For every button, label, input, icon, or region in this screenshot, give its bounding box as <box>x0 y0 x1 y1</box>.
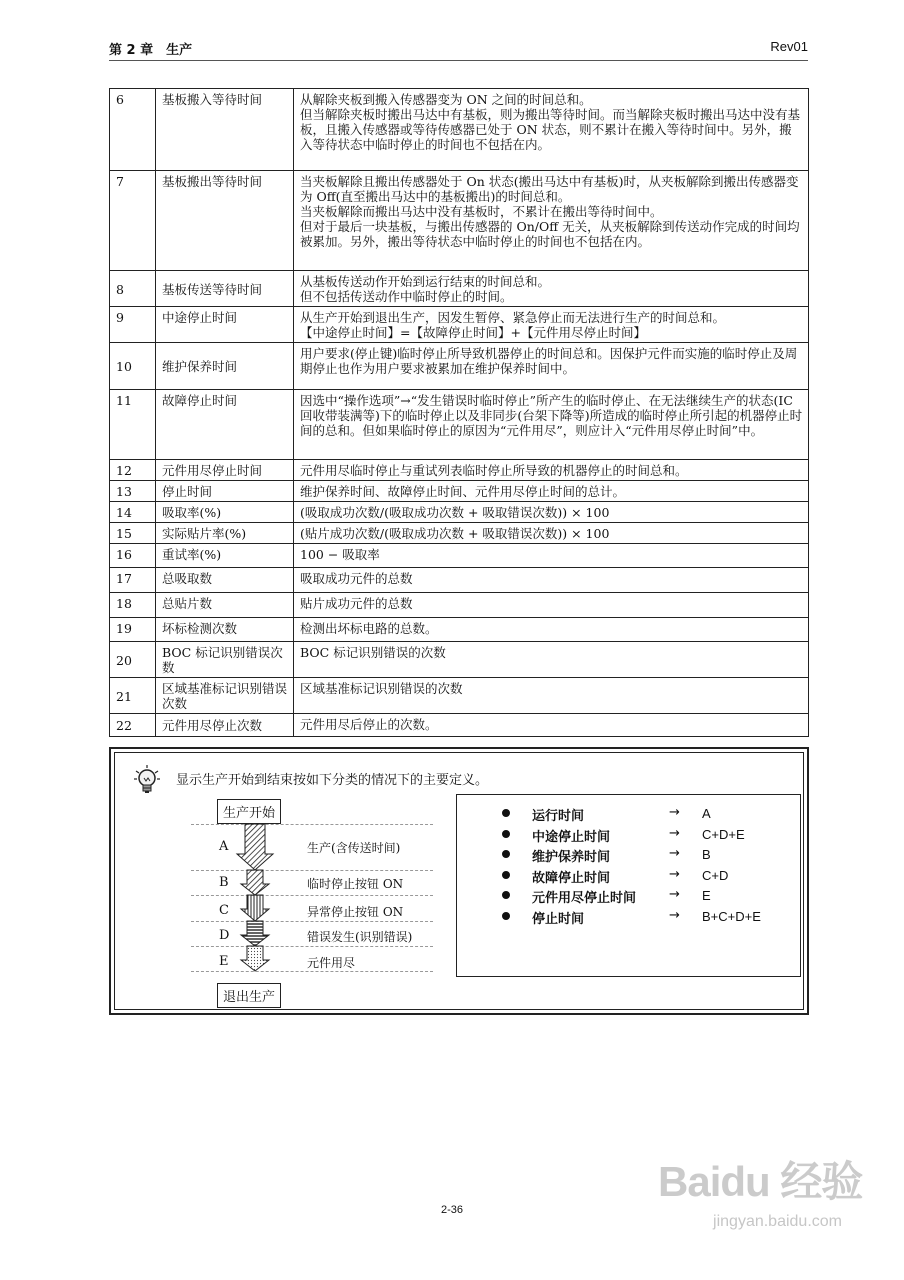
metric-name: BOC 标记识别错误次数 <box>156 642 294 678</box>
segment-d-letter: D <box>219 928 230 943</box>
description-paragraph: 用户要求(停止键)临时停止所导致机器停止的时间总和。因保护元件而实施的临时停止及周期停止也作为用户要求被累加在维护保养时间中。 <box>300 346 798 376</box>
row-number: 18 <box>110 593 156 618</box>
segment-b-label: 临时停止按钮 ON <box>307 877 404 891</box>
lightbulb-icon <box>134 765 160 795</box>
metric-description <box>294 343 809 390</box>
legend-row <box>457 826 800 846</box>
metric-name: 总吸取数 <box>156 568 294 593</box>
flow-divider <box>191 870 433 871</box>
exit-production-label: 退出生产 <box>217 983 281 1008</box>
bullet-icon <box>502 809 510 817</box>
legend-label: 中途停止时间 <box>532 830 611 845</box>
flow-divider <box>191 895 433 896</box>
row-number: 15 <box>110 523 156 544</box>
row-number: 14 <box>110 502 156 523</box>
description-paragraph: BOC 标记识别错误的次数 <box>300 645 446 660</box>
segment-d-arrow-icon <box>241 921 269 946</box>
table-row <box>110 593 809 618</box>
metric-name: 区域基准标记识别错误次数 <box>156 678 294 714</box>
description-paragraph: 当夹板解除且搬出传感器处于 On 状态(搬出马达中有基板)时，从夹板解除到搬出传感器变为 Off(直至搬出马达中的基板搬出)的时间总和。 <box>300 174 799 204</box>
row-number: 13 <box>110 481 156 502</box>
row-number: 17 <box>110 568 156 593</box>
legend-row <box>457 887 800 907</box>
metric-name: 总贴片数 <box>156 593 294 618</box>
description-paragraph: (吸取成功次数/(吸取成功次数 + 吸取错误次数)) × 100 <box>300 505 610 520</box>
description-paragraph: 从基板传送动作开始到运行结束的时间总和。 <box>300 274 551 289</box>
bullet-icon <box>502 850 510 858</box>
metric-name: 中途停止时间 <box>156 307 294 343</box>
legend-value: B <box>702 847 711 862</box>
description-paragraph: 当夹板解除而搬出马达中没有基板时，不累计在搬出等待时间中。 <box>300 204 663 219</box>
legend-row <box>457 908 800 928</box>
bullet-icon <box>502 912 510 920</box>
description-paragraph: 元件用尽临时停止与重试列表临时停止所导致的机器停止的时间总和。 <box>300 463 688 478</box>
table-row <box>110 390 809 460</box>
metric-name: 维护保养时间 <box>156 343 294 390</box>
baidu-watermark <box>658 1145 863 1240</box>
table-row <box>110 460 809 481</box>
table-row <box>110 343 809 390</box>
row-number: 9 <box>110 307 156 343</box>
watermark-url: jingyan.baidu.com <box>713 1213 842 1230</box>
table-row <box>110 271 809 307</box>
row-number: 12 <box>110 460 156 481</box>
metric-description <box>294 618 809 642</box>
description-paragraph: 从解除夹板到搬入传感器变为 ON 之间的时间总和。 <box>300 92 592 107</box>
row-number: 19 <box>110 618 156 642</box>
row-number: 6 <box>110 89 156 171</box>
legend-row <box>457 867 800 887</box>
segment-a-label: 生产(含传送时间) <box>307 841 401 855</box>
segment-e-label: 元件用尽 <box>307 956 356 970</box>
row-number: 7 <box>110 171 156 271</box>
row-number: 16 <box>110 544 156 568</box>
legend-value: C+D <box>702 868 729 883</box>
segment-d-label: 错误发生(识别错误) <box>307 930 413 944</box>
table-row <box>110 171 809 271</box>
row-number: 20 <box>110 642 156 678</box>
row-number: 8 <box>110 271 156 307</box>
flow-divider <box>191 946 433 947</box>
segment-c-label: 异常停止按钮 ON <box>307 905 404 919</box>
table-row <box>110 523 809 544</box>
legend-label: 维护保养时间 <box>532 850 611 865</box>
legend-value: C+D+E <box>702 827 745 842</box>
metric-description <box>294 714 809 737</box>
page-number: 2-36 <box>440 1204 464 1216</box>
flow-divider <box>191 921 433 922</box>
definition-table <box>109 88 809 737</box>
bullet-icon <box>502 871 510 879</box>
legend-row <box>457 846 800 866</box>
metric-name: 基板传送等待时间 <box>156 271 294 307</box>
metric-name: 吸取率(%) <box>156 502 294 523</box>
table-row <box>110 502 809 523</box>
tip-description: 显示生产开始到结束按如下分类的情况下的主要定义。 <box>176 773 489 788</box>
chapter-title: 第 2 章 生产 <box>109 43 193 58</box>
description-paragraph: 100 − 吸取率 <box>300 547 380 562</box>
segment-b-arrow-icon <box>241 870 269 895</box>
tip-box <box>109 747 809 1015</box>
row-number: 11 <box>110 390 156 460</box>
metric-name: 实际贴片率(%) <box>156 523 294 544</box>
metric-name: 重试率(%) <box>156 544 294 568</box>
table-row <box>110 714 809 737</box>
description-paragraph: 但不包括传送动作中临时停止的时间。 <box>300 289 513 304</box>
metric-description <box>294 171 809 271</box>
bullet-icon <box>502 891 510 899</box>
table-row <box>110 678 809 714</box>
segment-c-letter: C <box>219 903 229 918</box>
table-row <box>110 481 809 502</box>
metric-description <box>294 460 809 481</box>
legend-label: 运行时间 <box>532 809 585 824</box>
revision-label: Rev01 <box>770 39 808 54</box>
description-paragraph: 检测出坏标电路的总数。 <box>300 621 438 636</box>
description-paragraph: 维护保养时间、故障停止时间、元件用尽停止时间的总计。 <box>300 484 626 499</box>
flow-divider <box>191 824 433 825</box>
description-paragraph: 吸取成功元件的总数 <box>300 571 413 586</box>
metric-description <box>294 271 809 307</box>
metric-description <box>294 307 809 343</box>
right-arrow-icon: → <box>669 908 680 923</box>
table-row <box>110 618 809 642</box>
production-flow-diagram <box>191 797 441 1011</box>
start-production-label: 生产开始 <box>217 799 281 824</box>
right-arrow-icon: → <box>669 846 680 861</box>
table-row <box>110 642 809 678</box>
description-paragraph: 但当解除夹板时搬出马达中有基板，则为搬出等待时间。而当解除夹板时搬出马达中没有基板，且搬入传感器或等待传感器已处于 ON 状态，则不累计在搬入等待时间中。另外，搬入等待状态中临时停止的时间也不包括在内。 <box>300 107 801 152</box>
right-arrow-icon: → <box>669 867 680 882</box>
description-paragraph: 区域基准标记识别错误的次数 <box>300 681 463 696</box>
segment-b-letter: B <box>219 875 229 890</box>
segment-a-letter: A <box>219 839 229 854</box>
metric-name: 故障停止时间 <box>156 390 294 460</box>
segment-a-arrow-icon <box>237 824 273 870</box>
bullet-icon <box>502 830 510 838</box>
metric-name: 停止时间 <box>156 481 294 502</box>
right-arrow-icon: → <box>669 805 680 820</box>
legend-value: A <box>702 806 711 821</box>
metric-name: 元件用尽停止次数 <box>156 714 294 737</box>
metric-description <box>294 642 809 678</box>
metric-name: 元件用尽停止时间 <box>156 460 294 481</box>
legend-value: E <box>702 888 711 903</box>
row-number: 21 <box>110 678 156 714</box>
description-paragraph: 但对于最后一块基板，与搬出传感器的 On/Off 无关，从夹板解除到传送动作完成的时间均被累加。另外，搬出等待状态中临时停止的时间也不包括在内。 <box>300 219 800 249</box>
table-row <box>110 544 809 568</box>
table-row <box>110 89 809 171</box>
metric-description <box>294 568 809 593</box>
description-paragraph: 元件用尽后停止的次数。 <box>300 717 438 732</box>
flow-arrows <box>235 824 275 981</box>
metric-description <box>294 593 809 618</box>
description-paragraph: 贴片成功元件的总数 <box>300 596 413 611</box>
legend-value: B+C+D+E <box>702 909 761 924</box>
metric-description <box>294 678 809 714</box>
flow-divider <box>191 971 433 972</box>
metric-description <box>294 544 809 568</box>
watermark-logo: Baidu 经验 <box>658 1158 863 1205</box>
description-paragraph: 从生产开始到退出生产，因发生暂停、紧急停止而无法进行生产的时间总和。 <box>300 310 726 325</box>
description-paragraph: (贴片成功次数/(吸取成功次数 + 吸取错误次数)) × 100 <box>300 526 610 541</box>
row-number: 10 <box>110 343 156 390</box>
metric-description <box>294 89 809 171</box>
row-number: 22 <box>110 714 156 737</box>
definition-legend <box>456 794 801 977</box>
segment-e-letter: E <box>219 954 229 969</box>
legend-label: 故障停止时间 <box>532 871 611 886</box>
header-divider <box>109 60 808 61</box>
metric-name: 坏标检测次数 <box>156 618 294 642</box>
metric-description <box>294 502 809 523</box>
table-row <box>110 307 809 343</box>
metric-name: 基板搬出等待时间 <box>156 171 294 271</box>
legend-label: 停止时间 <box>532 912 585 927</box>
segment-c-arrow-icon <box>241 895 269 921</box>
table-row <box>110 568 809 593</box>
description-paragraph: 【中途停止时间】=【故障停止时间】+【元件用尽停止时间】 <box>300 325 646 340</box>
right-arrow-icon: → <box>669 887 680 902</box>
right-arrow-icon: → <box>669 826 680 841</box>
legend-label: 元件用尽停止时间 <box>532 891 637 906</box>
description-paragraph: 因选中“操作选项”→“发生错误时临时停止”所产生的临时停止、在无法继续生产的状态(IC 回收带装满等)下的临时停止以及非同步(台架下降等)所造成的临时停止所引起的机器停止时间的总和。但如果临时停止的原因为“元件用尽”，则应计入“元件用尽停止时间”中。 <box>300 393 803 438</box>
legend-row <box>457 805 800 825</box>
metric-name: 基板搬入等待时间 <box>156 89 294 171</box>
metric-description <box>294 481 809 502</box>
metric-description <box>294 390 809 460</box>
metric-description <box>294 523 809 544</box>
segment-e-arrow-icon <box>241 946 269 971</box>
